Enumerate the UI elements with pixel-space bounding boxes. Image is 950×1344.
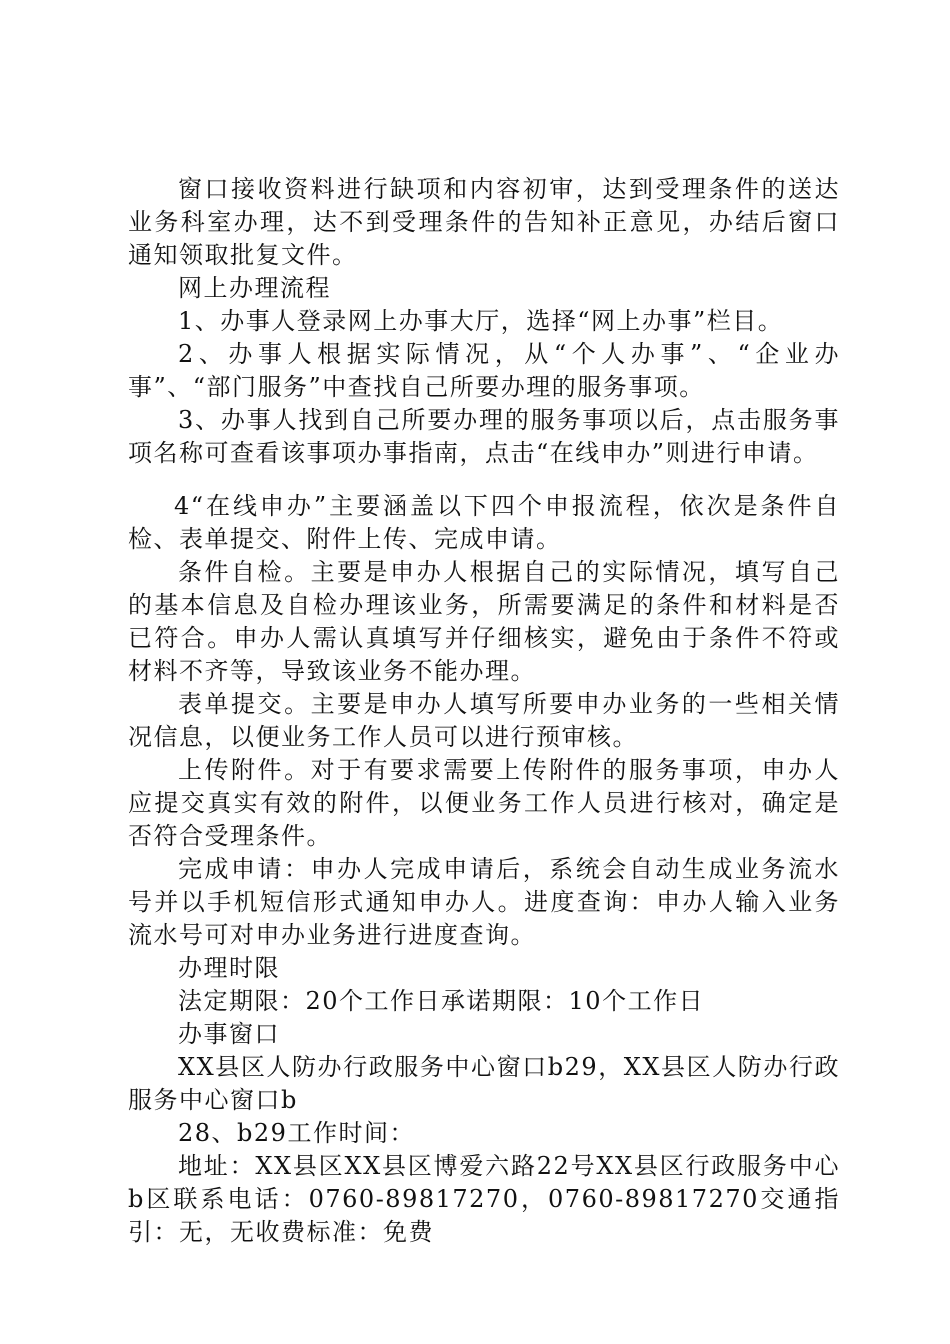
paragraph-service-window: XX县区人防办行政服务中心窗口b29，XX县区人防办行政服务中心窗口b [128, 1053, 840, 1114]
heading-online-process: 网上办理流程 [178, 274, 331, 302]
paragraph-working-hours: 28、b29工作时间： [178, 1119, 415, 1147]
paragraph-window-review: 窗口接收资料进行缺项和内容初审，达到受理条件的送达业务科室办理，达不到受理条件的告知补正意见，办结后窗口通知领取批复文件。 [128, 175, 840, 269]
paragraph-self-check: 条件自检。主要是申办人根据自己的实际情况，填写自己的基本信息及自检办理该业务，所需要满足的条件和材料是否已符合。申办人需认真填写并仔细核实，避免由于条件不符或材料不齐等，导致该业务不能办理。 [128, 558, 840, 685]
paragraph-form-submit: 表单提交。主要是申办人填写所要申办业务的一些相关情况信息，以便业务工作人员可以进行预审核。 [128, 690, 840, 751]
step-1: 1、办事人登录网上办事大厅，选择“网上办事”栏目。 [178, 307, 784, 335]
heading-service-window: 办事窗口 [178, 1020, 280, 1048]
step-2: 2、办事人根据实际情况，从“个人办事”、“企业办事”、“部门服务”中查找自己所要办理的服务事项。 [128, 340, 840, 401]
paragraph-upload-attachments: 上传附件。对于有要求需要上传附件的服务事项，申办人应提交真实有效的附件，以便业务工作人员进行核对，确定是否符合受理条件。 [128, 756, 840, 850]
heading-time-limit: 办理时限 [178, 954, 280, 982]
paragraph-gap [128, 470, 840, 490]
paragraph-complete-application: 完成申请：申办人完成申请后，系统会自动生成业务流水号并以手机短信形式通知申办人。进度查询：申办人输入业务流水号可对申办业务进行进度查询。 [128, 855, 840, 949]
paragraph-address-contact: 地址：XX县区XX县区博爱六路22号XX县区行政服务中心b区联系电话：0760-89817270，0760-89817270交通指引：无，无收费标准：免费 [128, 1152, 840, 1246]
step-4: 4“在线申办”主要涵盖以下四个申报流程，依次是条件自检、表单提交、附件上传、完成申请。 [128, 492, 840, 553]
step-3: 3、办事人找到自己所要办理的服务事项以后，点击服务事项名称可查看该事项办事指南，点击“在线申办”则进行申请。 [128, 406, 840, 467]
paragraph-time-limit: 法定期限：20个工作日承诺期限：10个工作日 [178, 987, 705, 1015]
document-body [128, 173, 840, 1249]
